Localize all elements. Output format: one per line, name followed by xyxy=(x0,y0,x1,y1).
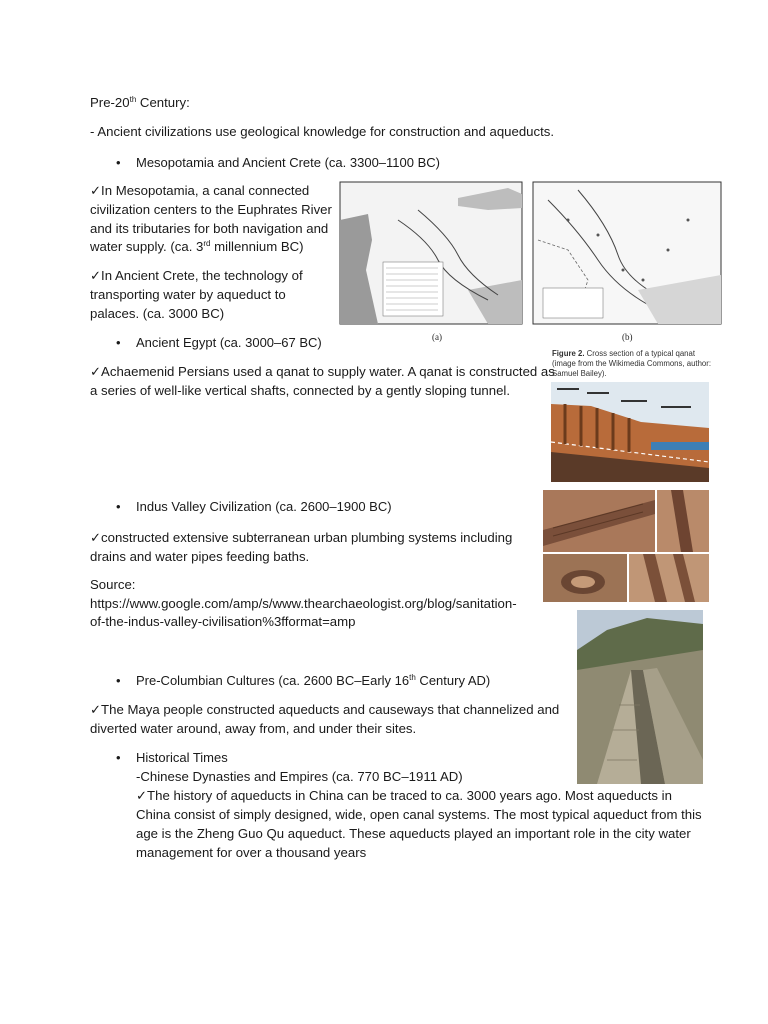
indus-line-1: ✓constructed extensive subterranean urban plumbing systems including xyxy=(90,530,513,545)
egypt-line-1: ✓Achaemenid Persians used a qanat to supply water. A qanat is constructed as xyxy=(90,364,555,379)
mesopotamia-maps-figure xyxy=(338,180,723,345)
bullet-precolumbian: • Pre-Columbian Cultures (ca. 2600 BC–Early 16th Century AD) xyxy=(136,671,490,690)
map-label-b: (b) xyxy=(622,332,633,342)
indus-photos xyxy=(543,490,709,602)
source-url-1: https://www.google.com/amp/s/www.thearchaeologist.org/blog/sanitation- xyxy=(90,596,517,611)
qanat-diagram xyxy=(551,382,709,482)
page-heading: Pre-20th Century: xyxy=(90,95,190,110)
crete-line-3: palaces. (ca. 3000 BC) xyxy=(90,306,225,321)
meso-line-3: and its tributaries for both navigation and xyxy=(90,221,329,236)
meso-line-2: civilization centers to the Euphrates River xyxy=(90,202,332,217)
bullet-indus: • Indus Valley Civilization (ca. 2600–1900 BC) xyxy=(136,497,392,516)
canal-photo xyxy=(577,610,703,784)
maps-image xyxy=(338,180,723,345)
maya-canal-photo xyxy=(577,610,703,784)
hist-line-3: China consist of simply designed, wide, open canal systems. The most typical aqueduct from this xyxy=(136,807,702,822)
hist-line-1: -Chinese Dynasties and Empires (ca. 770 BC–1911 AD) xyxy=(136,769,463,784)
indus-line-2: drains and water pipes feeding baths. xyxy=(90,549,310,564)
map-label-a: (a) xyxy=(432,332,442,342)
meso-line-1: ✓In Mesopotamia, a canal connected xyxy=(90,183,310,198)
source-label: Source: xyxy=(90,577,136,592)
egypt-line-2: a series of well-like vertical shafts, connected by a gently sloping tunnel. xyxy=(90,383,511,398)
indus-photo-collage xyxy=(543,490,709,602)
intro-line: - Ancient civilizations use geological knowledge for construction and aqueducts. xyxy=(90,124,555,139)
bullet-egypt: • Ancient Egypt (ca. 3000–67 BC) xyxy=(136,333,322,352)
hist-line-5: management for over a thousand years xyxy=(136,845,367,860)
hist-line-2: ✓The history of aqueducts in China can be traced to ca. 3000 years ago. Most aqueducts in xyxy=(136,788,672,803)
bullet-historical: • Historical Times xyxy=(136,748,228,767)
maya-line-2: diverted water around, away from, and under their sites. xyxy=(90,721,417,736)
bullet-mesopotamia: • Mesopotamia and Ancient Crete (ca. 3300–1100 BC) xyxy=(136,153,440,172)
maya-line-1: ✓The Maya people constructed aqueducts and causeways that channelized and xyxy=(90,702,560,717)
hist-line-4: age is the Zheng Guo Qu aqueduct. These aqueducts played an important role in the city water xyxy=(136,826,691,841)
crete-line-2: transporting water by aqueduct to xyxy=(90,287,286,302)
source-url-2: of-the-indus-valley-civilisation%3fformat=amp xyxy=(90,614,356,629)
qanat-image xyxy=(551,382,709,482)
crete-line-1: ✓In Ancient Crete, the technology of xyxy=(90,268,303,283)
qanat-caption: Figure 2. Cross section of a typical qanat (image from the Wikimedia Commons, author: Samuel Bailey). xyxy=(552,349,712,378)
meso-line-4: water supply. (ca. 3rd millennium BC) xyxy=(90,239,304,254)
